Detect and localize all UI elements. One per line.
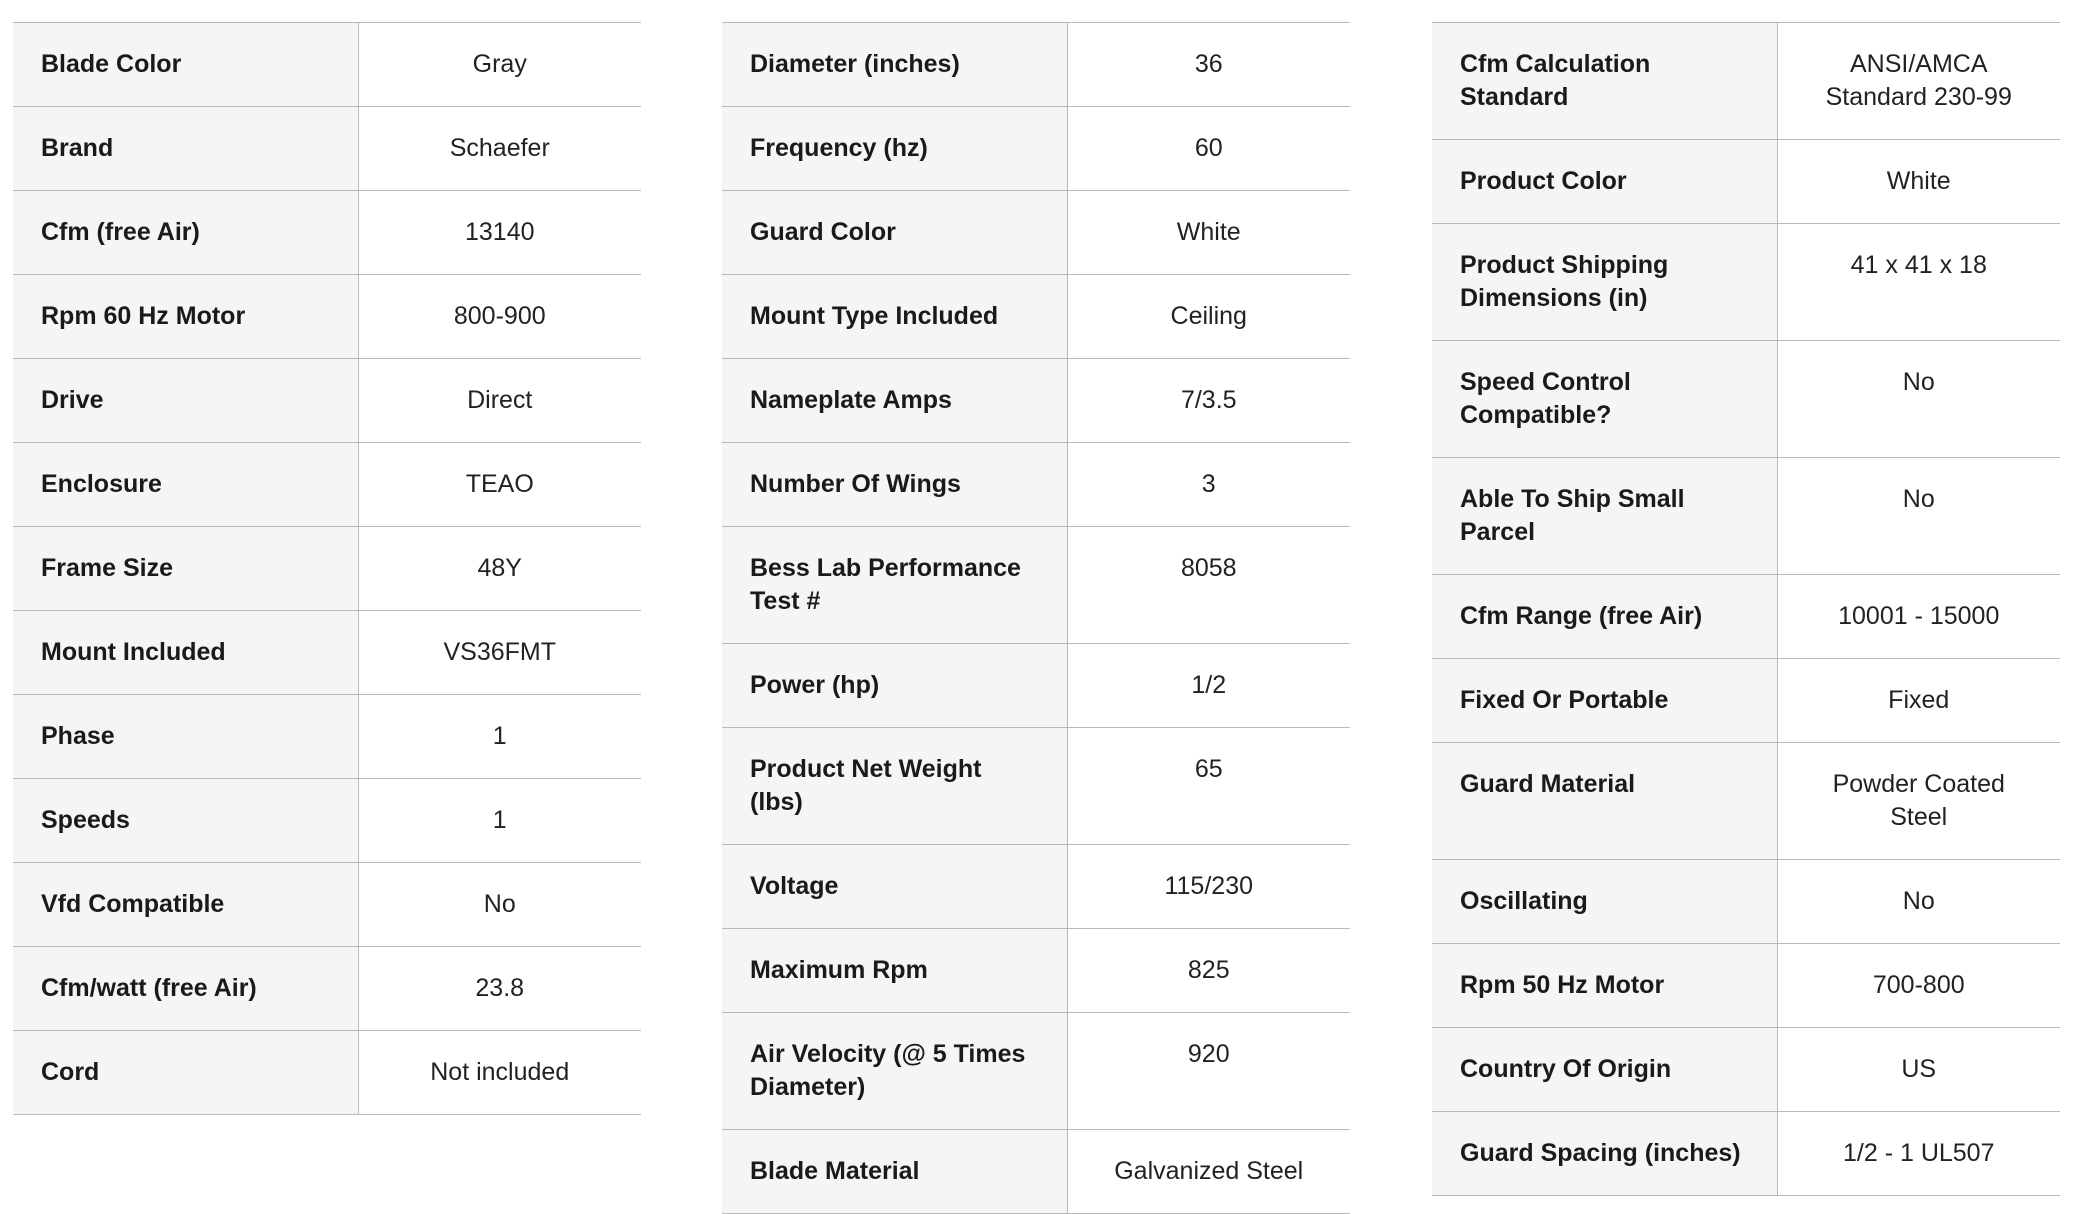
spec-value: No <box>1777 341 2060 458</box>
spec-row-blade-color <box>13 23 641 107</box>
spec-label: Air Velocity (@ 5 Times Diameter) <box>722 1013 1067 1130</box>
spec-table-column-1 <box>13 22 641 1115</box>
spec-label: Cfm (free Air) <box>13 191 358 275</box>
spec-row-shipping-dimensions <box>1432 224 2060 341</box>
spec-row-frame-size <box>13 527 641 611</box>
spec-row-mount-type-included <box>722 275 1350 359</box>
spec-label: Product Color <box>1432 140 1777 224</box>
spec-value: 60 <box>1067 107 1350 191</box>
spec-value: 700-800 <box>1777 944 2060 1028</box>
spec-row-drive <box>13 359 641 443</box>
spec-row-rpm-60hz-motor <box>13 275 641 359</box>
spec-row-guard-material <box>1432 743 2060 860</box>
spec-label: Enclosure <box>13 443 358 527</box>
spec-table-body <box>1432 23 2060 1196</box>
spec-table-body <box>722 23 1350 1214</box>
spec-value: 1 <box>358 695 641 779</box>
spec-row-phase <box>13 695 641 779</box>
spec-value: 1/2 <box>1067 644 1350 728</box>
spec-label: Cfm Calculation Standard <box>1432 23 1777 140</box>
spec-value: No <box>358 863 641 947</box>
spec-label: Vfd Compatible <box>13 863 358 947</box>
spec-value: 10001 - 15000 <box>1777 575 2060 659</box>
spec-value: TEAO <box>358 443 641 527</box>
spec-value: 48Y <box>358 527 641 611</box>
spec-label: Drive <box>13 359 358 443</box>
spec-value: Powder Coated Steel <box>1777 743 2060 860</box>
spec-label: Cfm Range (free Air) <box>1432 575 1777 659</box>
spec-row-country-of-origin <box>1432 1028 2060 1112</box>
spec-value: White <box>1067 191 1350 275</box>
spec-value: US <box>1777 1028 2060 1112</box>
spec-row-guard-color <box>722 191 1350 275</box>
spec-label: Frame Size <box>13 527 358 611</box>
spec-row-blade-material <box>722 1130 1350 1214</box>
spec-value: 3 <box>1067 443 1350 527</box>
spec-value: Gray <box>358 23 641 107</box>
spec-table-column-3 <box>1432 22 2060 1196</box>
spec-value: Schaefer <box>358 107 641 191</box>
spec-label: Guard Spacing (inches) <box>1432 1112 1777 1196</box>
spec-row-speeds <box>13 779 641 863</box>
spec-label: Bess Lab Performance Test # <box>722 527 1067 644</box>
spec-value: 36 <box>1067 23 1350 107</box>
spec-value: Galvanized Steel <box>1067 1130 1350 1214</box>
spec-row-voltage <box>722 845 1350 929</box>
spec-label: Fixed Or Portable <box>1432 659 1777 743</box>
spec-value: 65 <box>1067 728 1350 845</box>
spec-row-rpm-50hz-motor <box>1432 944 2060 1028</box>
spec-label: Speed Control Compatible? <box>1432 341 1777 458</box>
spec-row-cfm-free-air <box>13 191 641 275</box>
spec-value: No <box>1777 860 2060 944</box>
spec-label: Voltage <box>722 845 1067 929</box>
spec-label: Blade Material <box>722 1130 1067 1214</box>
spec-label: Brand <box>13 107 358 191</box>
spec-row-maximum-rpm <box>722 929 1350 1013</box>
spec-value: 800-900 <box>358 275 641 359</box>
spec-label: Diameter (inches) <box>722 23 1067 107</box>
spec-value: 1/2 - 1 UL507 <box>1777 1112 2060 1196</box>
spec-label: Nameplate Amps <box>722 359 1067 443</box>
spec-row-net-weight <box>722 728 1350 845</box>
spec-value: ANSI/AMCA Standard 230-99 <box>1777 23 2060 140</box>
spec-label: Rpm 50 Hz Motor <box>1432 944 1777 1028</box>
spec-row-enclosure <box>13 443 641 527</box>
spec-label: Oscillating <box>1432 860 1777 944</box>
spec-value: 41 x 41 x 18 <box>1777 224 2060 341</box>
spec-row-fixed-or-portable <box>1432 659 2060 743</box>
spec-value: 115/230 <box>1067 845 1350 929</box>
spec-label: Mount Included <box>13 611 358 695</box>
spec-row-nameplate-amps <box>722 359 1350 443</box>
spec-value: Not included <box>358 1031 641 1115</box>
spec-value: VS36FMT <box>358 611 641 695</box>
spec-value: 23.8 <box>358 947 641 1031</box>
spec-row-speed-control-compatible <box>1432 341 2060 458</box>
spec-label: Able To Ship Small Parcel <box>1432 458 1777 575</box>
spec-label: Guard Material <box>1432 743 1777 860</box>
spec-row-oscillating <box>1432 860 2060 944</box>
spec-row-number-of-wings <box>722 443 1350 527</box>
spec-value: 13140 <box>358 191 641 275</box>
spec-row-bess-lab-test <box>722 527 1350 644</box>
spec-label: Product Net Weight (lbs) <box>722 728 1067 845</box>
spec-label: Cord <box>13 1031 358 1115</box>
spec-value: 825 <box>1067 929 1350 1013</box>
spec-label: Mount Type Included <box>722 275 1067 359</box>
spec-label: Phase <box>13 695 358 779</box>
spec-label: Blade Color <box>13 23 358 107</box>
spec-table-column-2 <box>722 22 1350 1214</box>
spec-row-air-velocity <box>722 1013 1350 1130</box>
spec-label: Rpm 60 Hz Motor <box>13 275 358 359</box>
spec-label: Product Shipping Dimensions (in) <box>1432 224 1777 341</box>
spec-label: Speeds <box>13 779 358 863</box>
spec-row-mount-included <box>13 611 641 695</box>
spec-label: Guard Color <box>722 191 1067 275</box>
spec-value: 7/3.5 <box>1067 359 1350 443</box>
spec-row-frequency <box>722 107 1350 191</box>
spec-value: 920 <box>1067 1013 1350 1130</box>
spec-label: Power (hp) <box>722 644 1067 728</box>
spec-value: 1 <box>358 779 641 863</box>
spec-label: Maximum Rpm <box>722 929 1067 1013</box>
spec-row-cfm-per-watt <box>13 947 641 1031</box>
spec-row-diameter <box>722 23 1350 107</box>
spec-label: Number Of Wings <box>722 443 1067 527</box>
spec-value: No <box>1777 458 2060 575</box>
spec-row-cfm-calculation-standard <box>1432 23 2060 140</box>
spec-value: Direct <box>358 359 641 443</box>
spec-value: 8058 <box>1067 527 1350 644</box>
spec-row-product-color <box>1432 140 2060 224</box>
spec-row-cfm-range <box>1432 575 2060 659</box>
spec-value: Ceiling <box>1067 275 1350 359</box>
spec-table-body <box>13 23 641 1115</box>
spec-row-power-hp <box>722 644 1350 728</box>
spec-row-cord <box>13 1031 641 1115</box>
spec-label: Frequency (hz) <box>722 107 1067 191</box>
spec-row-guard-spacing <box>1432 1112 2060 1196</box>
spec-value: Fixed <box>1777 659 2060 743</box>
spec-label: Cfm/watt (free Air) <box>13 947 358 1031</box>
spec-row-vfd-compatible <box>13 863 641 947</box>
spec-label: Country Of Origin <box>1432 1028 1777 1112</box>
spec-row-brand <box>13 107 641 191</box>
spec-row-ship-small-parcel <box>1432 458 2060 575</box>
spec-value: White <box>1777 140 2060 224</box>
